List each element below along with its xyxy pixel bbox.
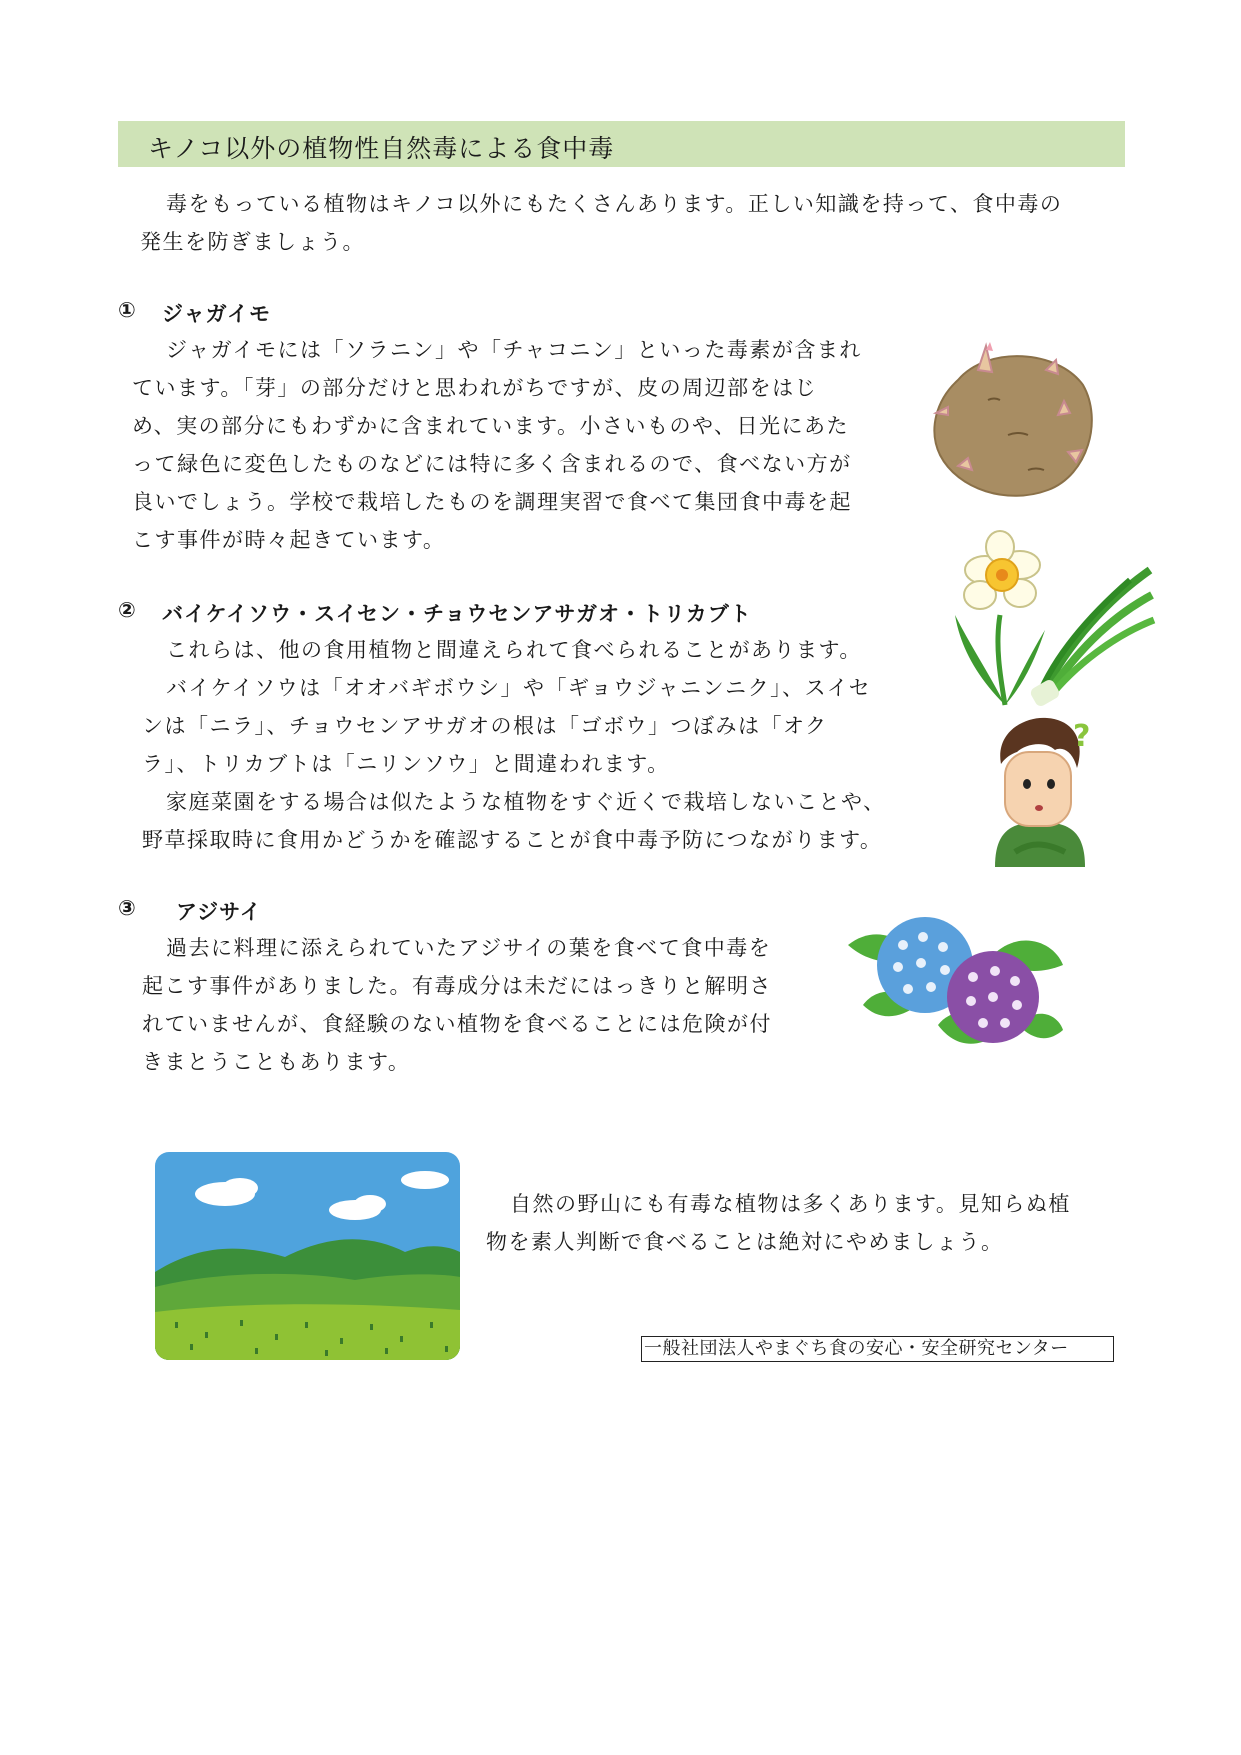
intro-line: 毒をもっている植物はキノコ以外にもたくさんあります。正しい知識を持って、食中毒の [166,192,1063,216]
section-heading: アジサイ [176,900,262,924]
potato-illustration [928,340,1098,500]
section-number: ① [118,298,137,322]
section-line: ジャガイモには「ソラニン」や「チャコニン」といった毒素が含まれ [166,338,862,362]
hydrangea-illustration [843,905,1065,1055]
svg-text:?: ? [1073,719,1091,754]
section-line: バイケイソウは「オオバギボウシ」や「ギョウジャニンニク」、スイセ [166,676,872,700]
section-line: 良いでしょう。学校で栽培したものを調理実習で食べて集団食中毒を起 [132,490,852,514]
landscape-illustration [155,1152,460,1360]
page-title: キノコ以外の植物性自然毒による食中毒 [148,134,615,163]
section-line: ラ」、トリカブトは「ニリンソウ」と間違われます。 [142,752,670,776]
section-line: きまとうこともあります。 [142,1050,411,1074]
section-number: ② [118,598,137,622]
section-line: 野草採取時に食用かどうかを確認することが食中毒予防につながります。 [142,828,883,852]
section-line: め、実の部分にもわずかに含まれています。小さいものや、日光にあた [132,414,850,438]
section-line: 過去に料理に添えられていたアジサイの葉を食べて食中毒を [166,936,772,960]
section-line: 家庭菜園をする場合は似たような植物をすぐ近くで栽培しないことや、 [166,790,886,814]
closing-line: 自然の野山にも有毒な植物は多くあります。見知らぬ植 [510,1192,1071,1216]
section-line: 起こす事件がありました。有毒成分は未だにはっきりと解明さ [142,974,772,998]
closing-line: 物を素人判断で食べることは絶対にやめましょう。 [486,1230,1004,1254]
section-heading: バイケイソウ・スイセン・チョウセンアサガオ・トリカブト [162,602,752,626]
section-line: れていませんが、食経験のない植物を食べることには危険が付 [142,1012,772,1036]
section-line: ンは「ニラ」、チョウセンアサガオの根は「ゴボウ」つぼみは「オク [142,714,828,738]
confused-person-illustration [985,712,1100,872]
section-line: これらは、他の食用植物と間違えられて食べられることがあります。 [166,638,862,662]
section-number: ③ [118,896,137,920]
section-heading: ジャガイモ [162,302,271,326]
section-line: こす事件が時々起きています。 [132,528,446,552]
section-line: って緑色に変色したものなどには特に多く含まれるので、食べない方が [132,452,852,476]
section-line: ています。「芽」の部分だけと思われがちですが、皮の周辺部をはじ [132,376,818,400]
credit-box: 一般社団法人やまぐち食の安心・安全研究センター [641,1336,1114,1362]
intro-line: 発生を防ぎましょう。 [140,230,365,254]
chives-illustration [1030,565,1155,705]
